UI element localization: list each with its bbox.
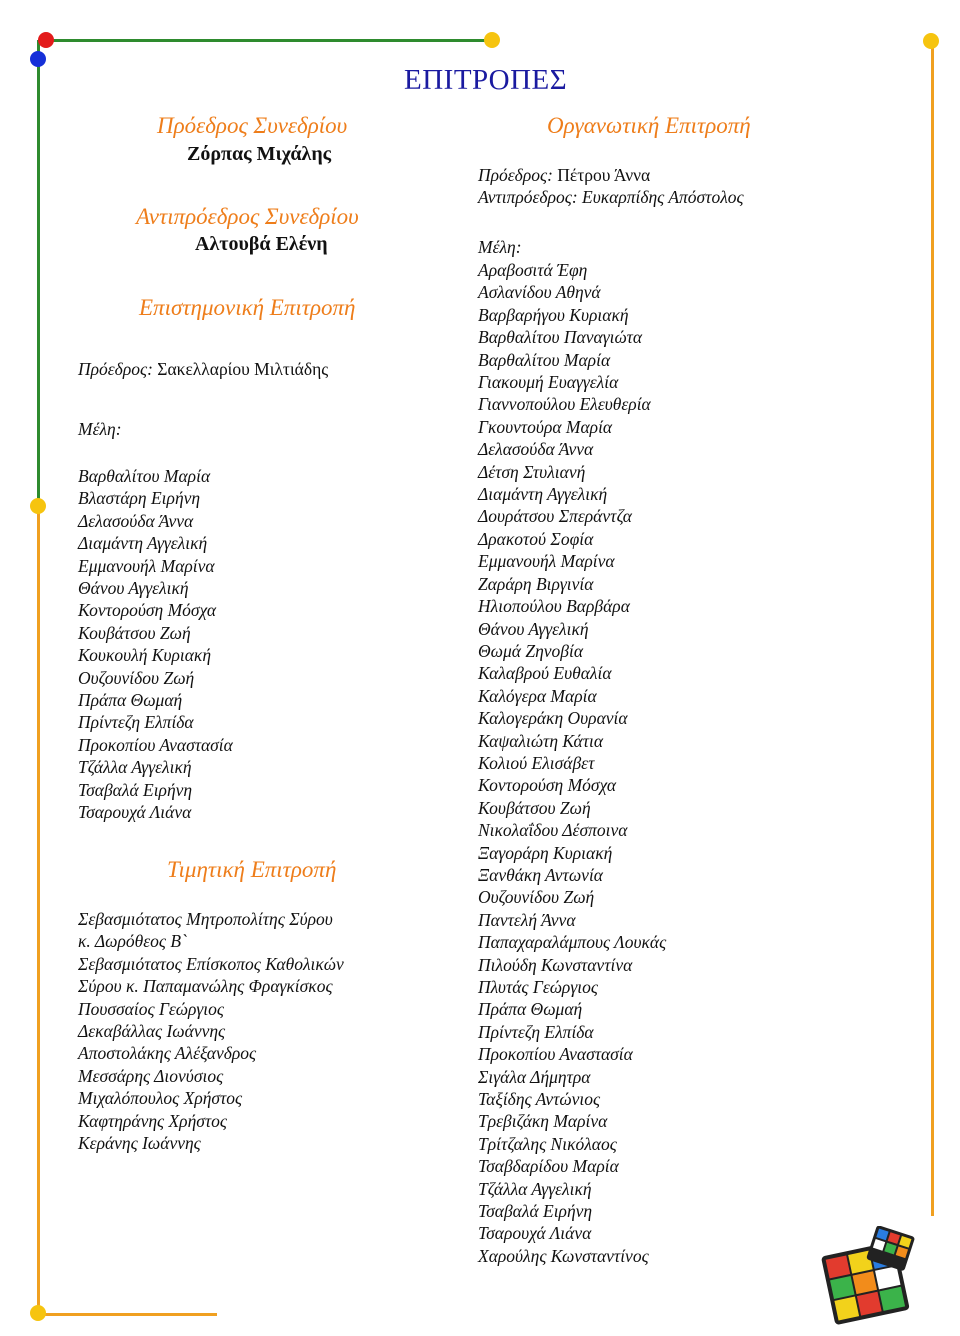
list-item: Βλαστάρη Ειρήνη (78, 488, 201, 509)
org-vice-name: Ευκαρπίδης Απόστολος (582, 187, 744, 208)
list-item: Τρεβιζάκη Μαρίνα (478, 1111, 608, 1132)
list-item: Δεκαβάλλας Ιωάννης (78, 1021, 226, 1042)
list-item: Καλογεράκη Ουρανία (478, 708, 628, 729)
list-item: Πουσσαίος Γεώργιος (78, 998, 225, 1019)
vice-president-name: Αλτουβά Ελένη (195, 233, 328, 255)
org-vice-label: Αντιπρόεδρος: (478, 187, 578, 208)
organizing-members-label: Μέλη: (478, 237, 522, 257)
list-item: Διαμάντη Αγγελική (78, 533, 208, 554)
list-item: Τσαβαλά Ειρήνη (478, 1201, 593, 1222)
organizing-committee-heading: Οργανωτική Επιτροπή (547, 113, 751, 138)
list-item: Δέτση Στυλιανή (478, 461, 586, 482)
list-item: Πρίντεζη Ελπίδα (78, 712, 194, 733)
scientific-members-label: Μέλη: (78, 419, 122, 439)
list-item: Πράπα Θωμαή (78, 690, 183, 711)
list-item: Διαμάντη Αγγελική (478, 484, 608, 505)
red-dot (38, 32, 54, 48)
left-green-line (37, 40, 40, 500)
list-item: Τσαβδαρίδου Μαρία (478, 1156, 619, 1177)
list-item: Δελασούδα Άννα (78, 510, 194, 531)
scientific-committee-heading: Επιστημονική Επιτροπή (139, 295, 356, 320)
list-item: Σιγάλα Δήμητρα (478, 1066, 591, 1087)
right-orange-line (931, 40, 934, 1216)
list-item: Καψαλιώτη Κάτια (478, 730, 604, 751)
list-item: Τζάλλα Αγγελική (478, 1178, 592, 1199)
list-item: Κουκουλή Κυριακή (78, 645, 212, 666)
list-item: Δουράτσου Σπεράντζα (478, 506, 632, 527)
list-item: Τρίτζαλης Νικόλαος (478, 1133, 617, 1154)
list-item: Αποστολάκης Αλέξανδρος (78, 1043, 257, 1064)
list-item: Δρακοτού Σοφία (478, 528, 594, 549)
list-item: Εμμανουήλ Μαρίνα (78, 555, 215, 576)
organizing-chairs (478, 164, 744, 209)
org-chair-name: Πέτρου Άννα (557, 165, 651, 185)
list-item: Ζαράρη Βιργινία (478, 573, 594, 594)
list-item: Τζάλλα Αγγελική (78, 757, 192, 778)
list-item: Τσαρουχά Λιάνα (478, 1223, 592, 1244)
page-title: ΕΠΙΤΡΟΠΕΣ (404, 64, 568, 96)
list-item: Θάνου Αγγελική (78, 578, 189, 599)
list-item: Μιχαλόπουλος Χρήστος (78, 1088, 243, 1109)
yellow-dot-left (30, 498, 46, 514)
chair-label: Πρόεδρος: (78, 359, 153, 379)
chair-name: Σακελλαρίου Μιλτιάδης (157, 359, 329, 379)
list-item: Χαρούλης Κωνσταντίνος (478, 1245, 649, 1266)
list-item: Σύρου κ. Παπαμανώλης Φραγκίσκος (78, 976, 333, 997)
list-item: Αραβοσιτά Έφη (478, 260, 588, 280)
scientific-members-list (78, 465, 233, 824)
list-item: Ξαγοράρη Κυριακή (478, 842, 613, 863)
list-item: Ασλανίδου Αθηνά (478, 282, 601, 303)
list-item: Ουζουνίδου Ζωή (78, 667, 195, 688)
list-item: Παντελή Άννα (478, 909, 576, 930)
left-orange-line (37, 508, 40, 1314)
list-item: Πλυτάς Γεώργιος (478, 977, 598, 997)
list-item: Θάνου Αγγελική (478, 618, 589, 639)
list-item: Βαρθαλίτου Μαρία (478, 349, 611, 370)
yellow-dot-bottom (30, 1305, 46, 1321)
rubiks-cube-image (818, 1226, 922, 1330)
list-item: Προκοπίου Αναστασία (478, 1044, 633, 1065)
list-item: Κουβάτσου Ζωή (478, 797, 591, 818)
list-item: Πρίντεζη Ελπίδα (478, 1021, 594, 1042)
list-item: Βαρθαλίτου Μαρία (78, 466, 211, 486)
list-item: Νικολαΐδου Δέσποινα (478, 820, 628, 841)
list-item: Ταξίδης Αντώνιος (478, 1089, 601, 1110)
list-item: Ουζουνίδου Ζωή (478, 887, 595, 908)
list-item: Δελασούδα Άννα (478, 439, 594, 460)
honorary-members-list (78, 908, 344, 1154)
list-item: Θωμά Ζηνοβία (478, 640, 584, 661)
vice-president-heading: Αντιπρόεδρος Συνεδρίου (136, 204, 359, 229)
scientific-chair (78, 358, 328, 380)
list-item: Κοντορούση Μόσχα (478, 775, 617, 796)
yellow-dot-top (484, 32, 500, 48)
list-item: Βαρβαρήγου Κυριακή (478, 304, 629, 325)
list-item: Καλόγερα Μαρία (478, 685, 597, 706)
list-item: Πιλούδη Κωνσταντίνα (478, 954, 633, 975)
list-item: Κολιού Ελισάβετ (478, 752, 595, 773)
president-heading: Πρόεδρος Συνεδρίου (157, 113, 348, 138)
list-item: Γκουντούρα Μαρία (478, 416, 613, 437)
org-chair-label: Πρόεδρος: (478, 165, 553, 185)
organizing-members-list (478, 259, 666, 1267)
president-name: Ζόρπας Μιχάλης (187, 143, 332, 165)
top-green-line (45, 39, 490, 42)
list-item: Ηλιοπούλου Βαρβάρα (478, 596, 630, 617)
list-item: Γιακουμή Ευαγγελία (478, 372, 619, 393)
list-item: Γιαννοπούλου Ελευθερία (478, 394, 651, 415)
list-item: Παπαχαραλάμπους Λουκάς (478, 932, 667, 953)
list-item: Πράπα Θωμαή (478, 999, 583, 1020)
list-item: Προκοπίου Αναστασία (78, 734, 233, 755)
list-item: Σεβασμιότατος Μητροπολίτης Σύρου (78, 909, 333, 929)
list-item: Μεσσάρης Διονύσιος (78, 1065, 224, 1086)
list-item: Τσαρουχά Λιάνα (78, 802, 192, 823)
list-item: Ξανθάκη Αντωνία (478, 864, 603, 885)
list-item: Καφτηράνης Χρήστος (78, 1110, 228, 1131)
blue-dot (30, 51, 46, 67)
list-item: Κεράνης Ιωάννης (78, 1133, 201, 1154)
list-item: Τσαβαλά Ειρήνη (78, 779, 193, 800)
list-item: Καλαβρού Ευθαλία (478, 663, 612, 684)
list-item: Κοντορούση Μόσχα (78, 600, 217, 621)
yellow-dot-right (923, 33, 939, 49)
list-item: Εμμανουήλ Μαρίνα (478, 551, 615, 572)
list-item: Κουβάτσου Ζωή (78, 622, 191, 643)
list-item: Σεβασμιότατος Επίσκοπος Καθολικών (78, 953, 344, 974)
bottom-orange-line (37, 1313, 217, 1316)
list-item: κ. Δωρόθεος Β` (78, 931, 187, 952)
list-item: Βαρθαλίτου Παναγιώτα (478, 327, 643, 348)
honorary-committee-heading: Τιμητική Επιτροπή (167, 857, 337, 882)
